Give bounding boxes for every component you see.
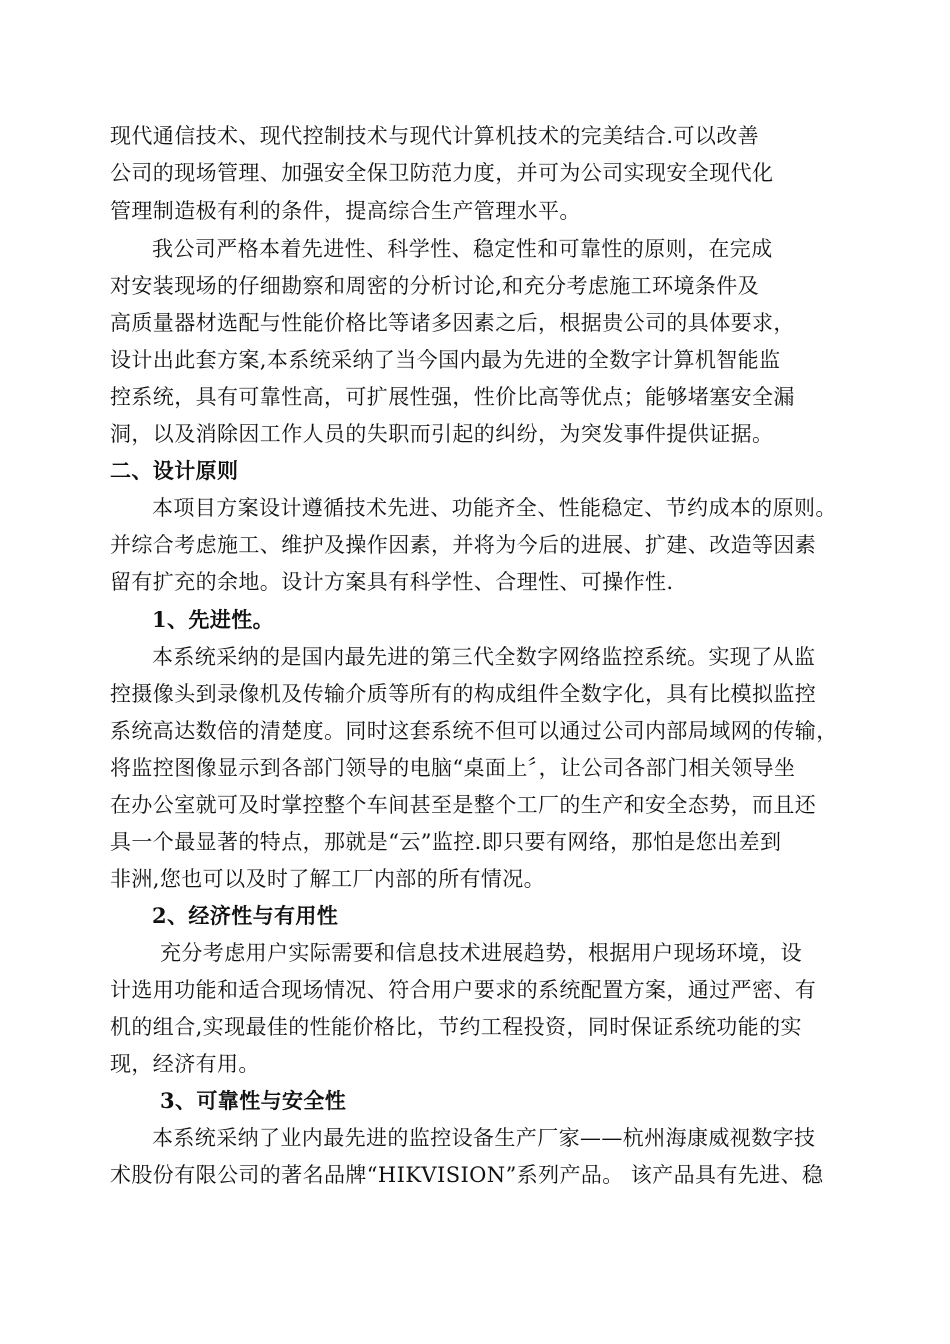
paragraph-line: 管理制造极有利的条件，提高综合生产管理水平。 [110,199,581,223]
paragraph-line: 洞，以及消除因工作人员的失职而引起的纠纷，为突发事件提供证据。 [110,422,774,446]
paragraph-line: 现，经济有用。 [110,1052,260,1076]
section-heading: 二、设计原则 [110,458,239,483]
paragraph-line: 公司的现场管理、加强安全保卫防范力度，并可为公司实现安全现代化 [110,161,774,185]
paragraph-line: 控系统，具有可靠性高，可扩展性强，性价比高等优点；能够堵塞安全漏 [110,385,795,409]
paragraph-line: 对安装现场的仔细勘察和周密的分析讨论,和充分考虑施工环境条件及 [110,274,760,298]
paragraph-line: 具一个最显著的特点，那就是“云”监控.即只要有网络，那怕是您出差到 [110,830,782,854]
subsection-heading: 1、先进性。 [152,607,275,632]
paragraph-line: 我公司严格本着先进性、科学性、稳定性和可靠性的原则，在完成 [152,237,773,261]
paragraph-line: 系统高达数倍的清楚度。同时这套系统不但可以通过公司内部局域网的传输， [110,719,838,743]
paragraph-line: 控摄像头到录像机及传输介质等所有的构成组件全数字化，具有比模拟监控 [110,682,817,706]
paragraph-line: 机的组合,实现最佳的性能价格比，节约工程投资，同时保证系统功能的实 [110,1015,802,1039]
paragraph-line: 非洲,您也可以及时了解工厂内部的所有情况。 [110,867,546,891]
paragraph-line: 本系统采纳的是国内最先进的第三代全数字网络监控系统。实现了从监 [152,645,816,669]
paragraph-line: 设计出此套方案,本系统采纳了当今国内最为先进的全数字计算机智能监 [110,348,781,372]
paragraph-line: 术股份有限公司的著名品牌“HIKVISION”系列产品。 该产品具有先进、稳 [110,1163,824,1187]
paragraph-line: 本系统采纳了业内最先进的监控设备生产厂家——杭州海康威视数字技 [152,1126,816,1150]
paragraph-line: 在办公室就可及时掌控整个车间甚至是整个工厂的生产和安全态势，而且还 [110,793,817,817]
paragraph-line: 将监控图像显示到各部门领导的电脑“桌面上〞，让公司各部门相关领导坐 [110,756,796,780]
subsection-heading: 2、经济性与有用性 [152,903,339,928]
paragraph-line: 并综合考虑施工、维护及操作因素，并将为今后的进展、扩建、改造等因素 [110,533,817,557]
paragraph-line: 高质量器材选配与性能价格比等诸多因素之后，根据贵公司的具体要求， [110,311,795,335]
paragraph-line: 本项目方案设计遵循技术先进、功能齐全、性能稳定、节约成本的原则。 [152,496,837,520]
paragraph-line: 充分考虑用户实际需要和信息技术进展趋势，根据用户现场环境，设 [160,941,802,965]
paragraph-line: 现代通信技术、现代控制技术与现代计算机技术的完美结合.可以改善 [110,124,760,148]
paragraph-line: 计选用功能和适合现场情况、符合用户要求的系统配置方案，通过严密、有 [110,978,817,1002]
paragraph-line: 留有扩充的余地。设计方案具有科学性、合理性、可操作性. [110,570,674,594]
subsection-heading: 3、可靠性与安全性 [160,1088,347,1113]
